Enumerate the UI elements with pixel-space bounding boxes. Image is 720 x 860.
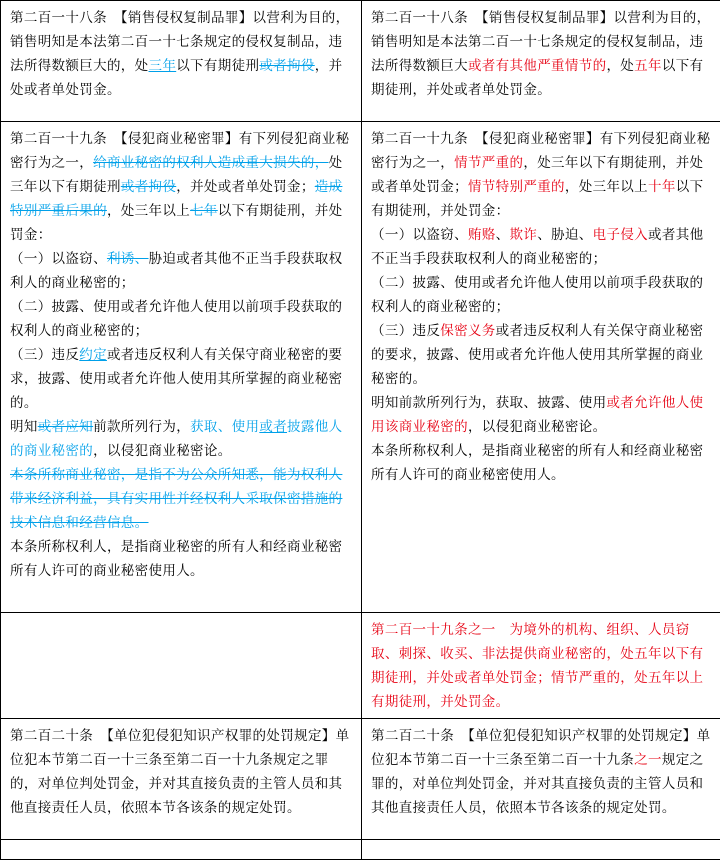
text-run: 第二百一十九条 【侵犯商业秘密罪】有下列侵犯商业秘密行为之一， [10,131,350,171]
new-text-cell [362,1,720,122]
text-run: ，并处或者单处罚金； [176,179,315,195]
new-text-cell [362,122,720,613]
text-run: 第二百一十八条 【销售侵权复制品罪】以营利为目的，销售明知是本法第二百一十七条规定的侵权复制品，违法所得数额巨大 [371,10,711,74]
text-run: 、胁迫、 [537,227,592,243]
text-run: 本条所称权利人，是指商业秘密的所有人和经商业秘密所有人许可的商业秘密使用人。 [10,539,342,579]
text-run: ，以侵犯商业秘密论。 [468,419,607,435]
text-run: 胁迫或者其他不正当手段获取权利人的商业秘密的； [10,251,342,291]
amended-text: 情节特别严重的 [468,179,565,195]
text-run: ，处三年以下有期徒刑，并处或者单处罚金； [371,155,703,195]
paragraph [10,343,354,415]
old-text-cell [1,613,362,719]
deleted-text: 七年 [190,203,218,219]
text-run: （三）违反 [10,347,79,363]
old-text-cell [1,122,362,613]
amended-text: 或者允许他人使用该商业秘密的 [371,395,703,435]
amended-text: 情节严重的 [454,155,523,171]
table-row-article-218 [1,1,720,122]
paragraph [10,247,354,295]
paragraph [371,391,713,439]
deleted-text: 或者拘役 [259,58,314,74]
inserted-text: 三年 [149,58,177,74]
text-run: 明知 [10,419,38,435]
paragraph [10,127,354,247]
amended-text: 第二百一十九条之一 为境外的机构、组织、人员窃取、刺探、收买、非法提供商业秘密的，处五年以下有期徒刑，并处或者单处罚金；情节严重的，处五年以上有期徒刑，并处罚金。 [371,622,703,710]
new-text-cell [362,719,720,840]
deleted-text: 本条所称商业秘密，是指不为公众所知悉，能为权利人带来经济利益，具有实用性并经权利人采取保密措施的技术信息和经营信息。 [10,467,342,531]
text-run: ，处 [606,58,634,74]
text-run: ，处三年以上 [107,203,190,219]
paragraph [371,223,713,271]
old-text-cell [1,1,362,122]
paragraph [371,271,713,319]
text-run: ，以侵犯商业秘密论。 [93,443,232,459]
deleted-text: 或者应知 [38,419,93,435]
paragraph [10,535,354,583]
table-row-article-219-1 [1,613,720,719]
paragraph [10,724,354,820]
paragraph [10,415,354,463]
amended-text: 五年 [634,58,662,74]
paragraph [371,127,713,223]
text-run: （三）违反 [371,323,440,339]
inserted-text: 约定 [79,347,107,363]
paragraph [10,295,354,343]
text-run: （二）披露、使用或者允许他人使用以前项手段获取的权利人的商业秘密的； [10,299,342,339]
text-run: 第二百二十条 【单位犯侵犯知识产权罪的处罚规定】单位犯本节第二百一十三条至第二百一十九条规定之罪的，对单位判处罚金，并对其直接负责的主管人员和其他直接责任人员，依照本节各该条的规定处罚。 [10,728,350,816]
text-run: 第二百一十九条 【侵犯商业秘密罪】有下列侵犯商业秘密行为之一， [371,131,711,171]
text-run: 或者其他不正当手段获取权利人的商业秘密的； [371,227,703,267]
text-run: 以下有期徒刑，并处或者单处罚金。 [371,58,703,98]
text-run: 第二百二十条 【单位犯侵犯知识产权罪的处罚规定】单位犯本节第二百一十三条至第二百一十九条 [371,728,711,768]
amended-text: 电子侵入 [593,227,648,243]
paragraph [371,319,713,391]
old-text-cell [1,719,362,840]
text-run: 或者违反权利人有关保守商业秘密的要求，披露、使用或者允许他人使用其所掌握的商业秘密的。 [371,323,703,387]
text-run: 、 [496,227,510,243]
paragraph [371,724,713,820]
text-run: 前款所列行为， [93,419,190,435]
deleted-text: 造成特别严重后果的 [10,179,342,219]
deleted-text: 或者拘役 [121,179,176,195]
text-run: 本条所称权利人，是指商业秘密的所有人和经商业秘密所有人许可的商业秘密使用人。 [371,443,703,483]
amended-text: 或者有其他严重情节的 [468,58,607,74]
text-run: （二）披露、使用或者允许他人使用以前项手段获取的权利人的商业秘密的； [371,275,703,315]
text-run: （一）以盗窃、 [10,251,107,267]
new-text-cell [362,613,720,719]
paragraph [371,6,713,102]
amended-text: 保密义务 [440,323,495,339]
paragraph [371,439,713,487]
text-run: 以下有期徒刑 [176,58,259,74]
amended-text: 欺诈 [510,227,538,243]
text-run: （一）以盗窃、 [371,227,468,243]
amended-text: 之一 [634,752,662,768]
text-run: 第二百一十八条 【销售侵权复制品罪】以营利为目的，销售明知是本法第二百一十七条规定的侵权复制品，违法所得数额巨大的，处 [10,10,350,74]
changed-text: 获取、使用 [190,419,259,435]
text-run: 或者违反权利人有关保守商业秘密的要求，披露、使用或者允许他人使用其所掌握的商业秘密的。 [10,347,342,411]
paragraph [371,618,713,714]
deleted-text: 利诱、 [107,251,149,267]
amended-text: 十年 [648,179,676,195]
paragraph [10,463,354,535]
table-row-article-220 [1,719,720,840]
changed-text: 披露他人的商业秘密的 [10,419,342,459]
inserted-text: 或者 [259,419,287,435]
text-run: 规定之罪的，对单位判处罚金，并对其直接负责的主管人员和其他直接责任人员，依照本节各该条的规定处罚。 [371,752,703,816]
paragraph [10,6,354,102]
amended-text: 贿赂 [468,227,496,243]
text-run: ，并处或者单处罚金。 [10,58,342,98]
text-run: ，处三年以上 [565,179,648,195]
deleted-text: 给商业秘密的权利人造成重大损失的， [93,155,328,171]
text-run: 以下有期徒刑，并处罚金： [371,179,703,219]
text-run: 处三年以下有期徒刑 [10,155,342,195]
text-run: 明知前款所列行为，获取、披露、使用 [371,395,606,411]
table-row-article-219 [1,122,720,613]
text-run: 以下有期徒刑，并处罚金： [10,203,342,243]
